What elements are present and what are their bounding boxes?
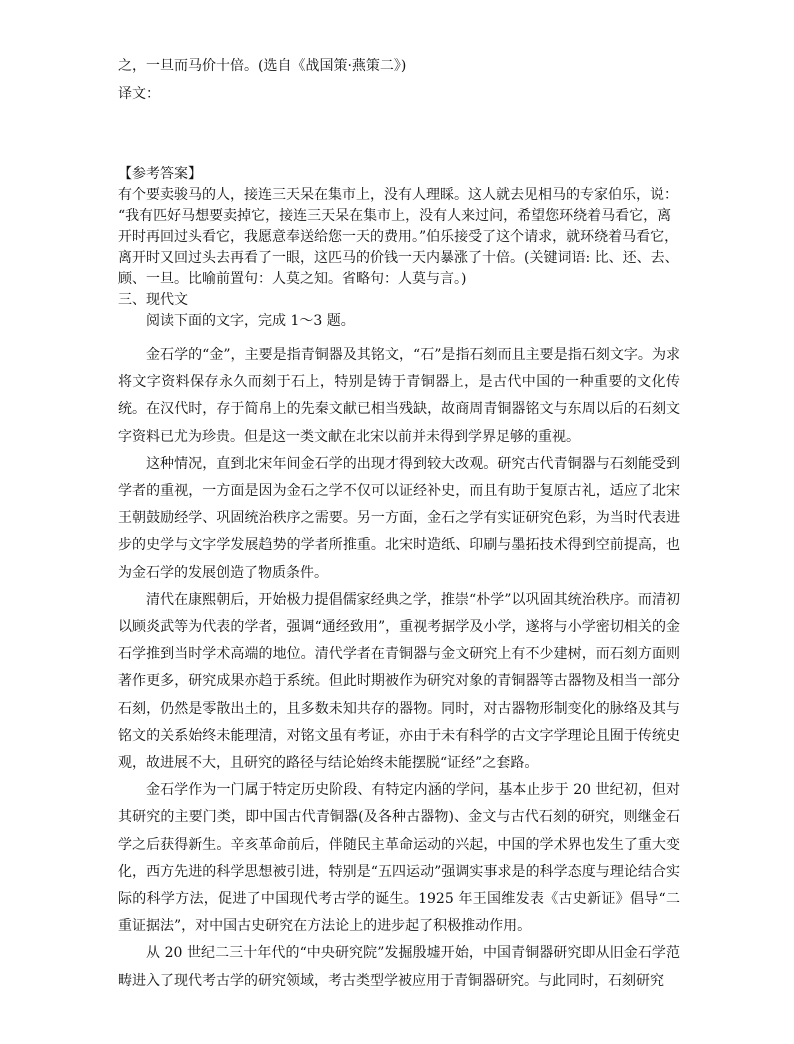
answer-section <box>118 164 680 332</box>
section-heading: 三、现代文 <box>118 292 188 308</box>
translation-label: 译文： <box>118 86 160 102</box>
answer-line: 离开时又回过头去再看了一眼，这匹马的价钱一天内暴涨了十倍。(关键词语: 比、还、去、 <box>118 250 679 266</box>
top-text <box>118 56 680 105</box>
answer-line: “我有匹好马想要卖掉它，接连三天呆在集市上，没有人来过问，希望您环绕着马看它，离 <box>118 208 672 224</box>
source-line: 之，一旦而马价十倍。(选自《战国策·燕策二》) <box>118 58 407 74</box>
article-paragraph-2: 这种情况，直到北宋年间金石学的出现才得到较大改观。研究古代青铜器与石刻能受到学者的重视，一方面是因为金石之学不仅可以证经补史，而且有助于复原古礼，适应了北宋王朝鼓励经学、巩固统治秩序之需要。另一方面，金石之学有实证研究色彩，为当时代表进步的史学与文字学发展趋势的学者所推重。北宋时造纸、印刷与墨拓技术得到空前提高，也为金石学的发展创造了物质条件。 <box>118 455 680 581</box>
article-body <box>118 342 680 995</box>
answer-line: 开时再回过头看它，我愿意奉送给您一天的费用。”伯乐接受了这个请求，就环绕着马看它， <box>118 229 679 245</box>
article-paragraph-3: 清代在康熙朝后，开始极力提倡儒家经典之学，推崇“朴学”以巩固其统治秩序。而清初以顾炎武等为代表的学者，强调“通经致用”，重视考据学及小学，遂将与小学密切相关的金石学推到当时学术高端的地位。清代学者在青铜器与金文研究上有不少建树，而石刻方面则著作更多，研究成果亦趋于系统。但此时期被作为研究对象的青铜器等古器物及相当一部分石刻，仍然是零散出土的，且多数未知共存的器物。同时，对古器物形制变化的脉络及其与铭文的关系始终未能理清，对铭文虽有考证，亦由于未有科学的古文字学理论且囿于传统史观，故进展不大，且研究的路径与结论始终未能摆脱“证经”之套路。 <box>118 591 680 772</box>
answer-line: 顾、一旦。比喻前置句：人莫之知。省略句：人莫与言。) <box>118 271 467 287</box>
section-instruction: 阅读下面的文字，完成 1～3 题。 <box>146 313 355 329</box>
article-paragraph-5: 从 20 世纪二三十年代的“中央研究院”发掘殷墟开始，中国青铜器研究即从旧金石学范畴进入了现代考古学的研究领域，考古类型学被应用于青铜器研究。与此同时，石刻研究 <box>118 945 680 989</box>
answer-line: 有个要卖骏马的人，接连三天呆在集市上，没有人理睬。这人就去见相马的专家伯乐，说： <box>118 187 678 203</box>
article-paragraph-4: 金石学作为一门属于特定历史阶段、有特定内涵的学问，基本止步于 20 世纪初，但对其研究的主要门类，即中国古代青铜器(及各种古器物)、金文与古代石刻的研究，则继金石学之后获得新生。辛亥革命前后，伴随民主革命运动的兴起，中国的学术界也发生了重大变化，西方先进的科学思想被引进，特别是“五四运动”强调实事求是的科学态度与理论结合实际的科学方法，促进了中国现代考古学的诞生。1925 年王国维发表《古史新证》倡导“二重证据法”，对中国古史研究在方法论上的进步起了积极推动作用。 <box>118 782 680 935</box>
article-paragraph-1: 金石学的“金”，主要是指青铜器及其铭文，“石”是指石刻而且主要是指石刻文字。为求将文字资料保存永久而刻于石上，特别是铸于青铜器上，是古代中国的一种重要的文化传统。在汉代时，存于简帛上的先秦文献已相当残缺，故商周青铜器铭文与东周以后的石刻文字资料已尤为珍贵。但是这一类文献在北宋以前并未得到学界足够的重视。 <box>118 347 680 445</box>
answer-heading: 【参考答案】 <box>118 166 202 182</box>
